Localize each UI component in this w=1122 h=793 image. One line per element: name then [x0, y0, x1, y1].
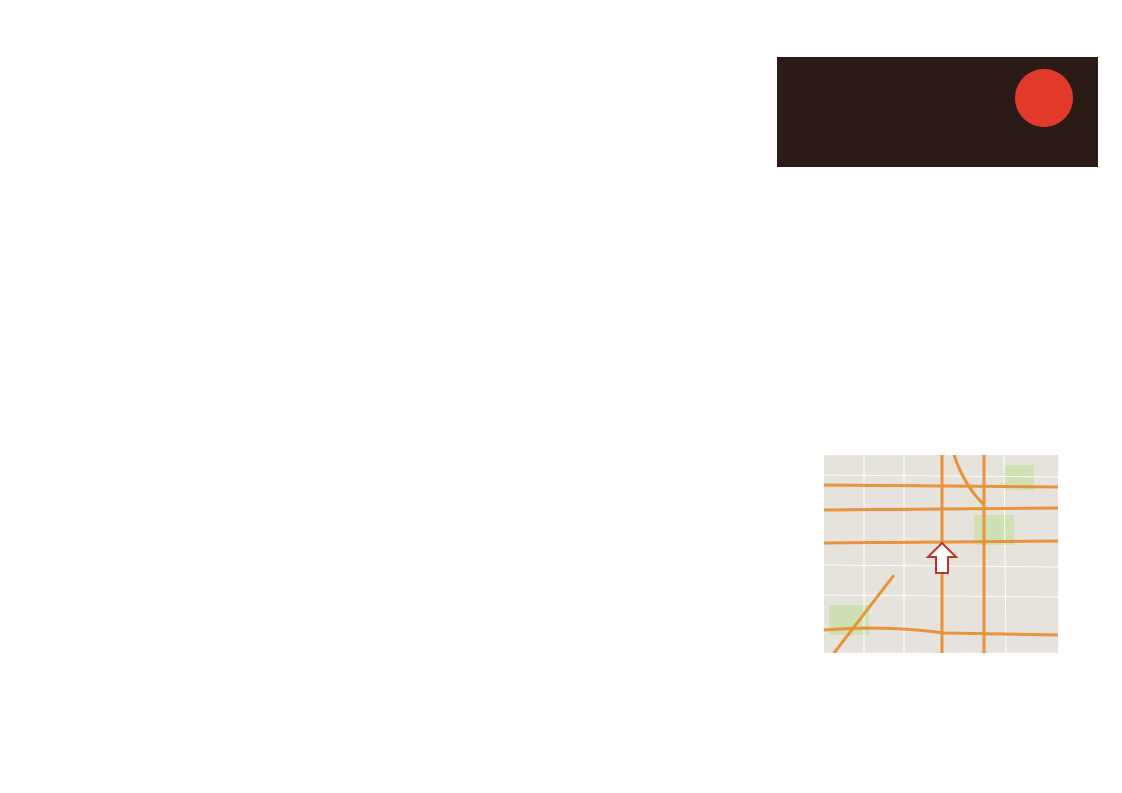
location-map — [824, 455, 1058, 653]
hiro-logo — [777, 57, 1098, 167]
map-graphic — [824, 455, 1058, 653]
logo-circle-icon — [1015, 69, 1073, 127]
